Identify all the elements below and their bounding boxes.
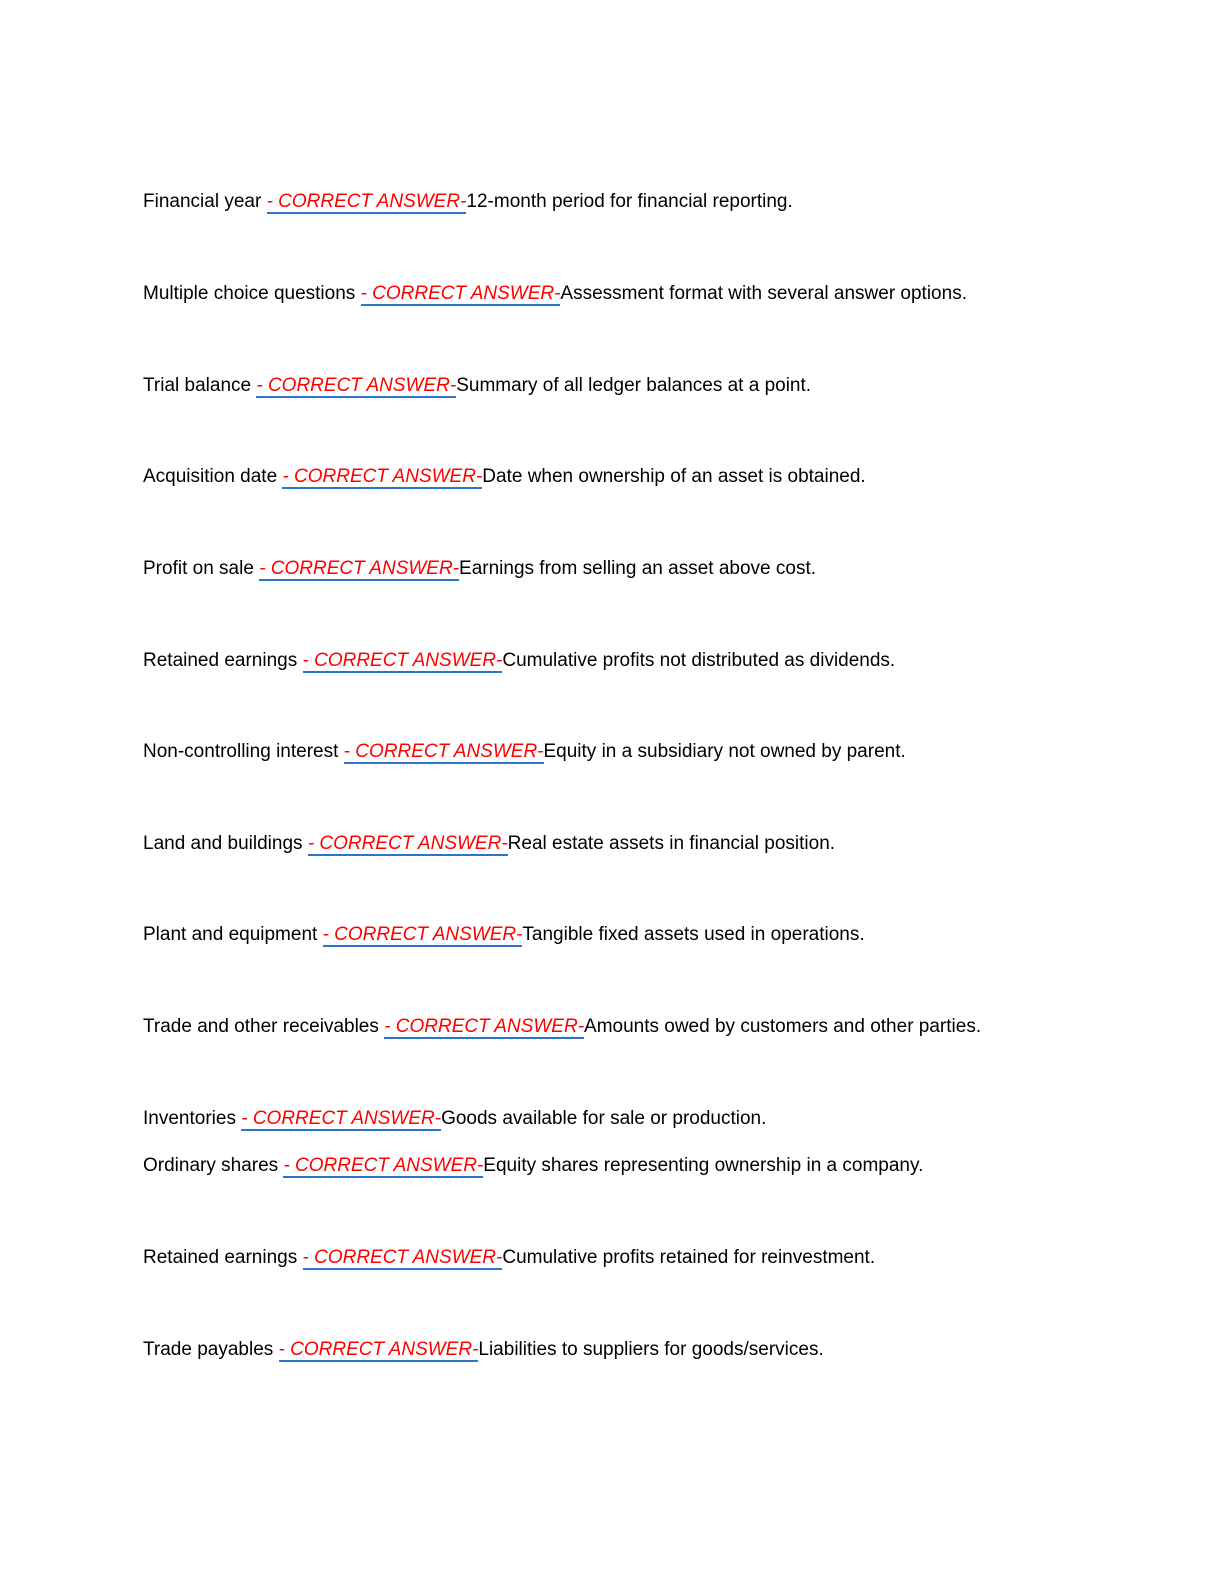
qa-entry-plant-and-equipment [143,923,1164,947]
qa-entry-acquisition-date [143,465,1164,489]
entry-term: Trial balance [143,375,252,396]
correct-answer-marker: - CORRECT ANSWER- [384,1016,585,1037]
entry-definition: Assessment format with several answer options. [560,283,967,304]
entry-definition: Goods available for sale or production. [441,1108,767,1129]
correct-answer-marker: - CORRECT ANSWER- [266,191,467,212]
entry-definition: 12-month period for financial reporting. [466,191,793,212]
qa-entry-profit-on-sale [143,557,1164,581]
correct-answer-marker: - CORRECT ANSWER- [307,833,508,854]
entry-term: Financial year [143,191,262,212]
correct-answer-marker: - CORRECT ANSWER- [241,1108,442,1129]
correct-answer-marker: - CORRECT ANSWER- [282,466,483,487]
entry-definition: Date when ownership of an asset is obtained. [482,466,866,487]
correct-answer-marker: - CORRECT ANSWER- [302,650,503,671]
entry-definition: Equity in a subsidiary not owned by parent. [543,741,906,762]
entry-definition: Cumulative profits not distributed as dividends. [502,650,896,671]
entry-definition: Liabilities to suppliers for goods/services. [478,1339,824,1360]
entry-definition: Cumulative profits retained for reinvestment. [502,1247,876,1268]
qa-entry-land-and-buildings [143,832,1164,856]
correct-answer-marker: - CORRECT ANSWER- [343,741,544,762]
correct-answer-marker: - CORRECT ANSWER- [278,1339,479,1360]
correct-answer-marker: - CORRECT ANSWER- [302,1247,503,1268]
qa-entry-trade-and-other-receivables [143,1015,1164,1039]
qa-entry-inventories [143,1107,1164,1131]
qa-entry-trial-balance [143,374,1164,398]
entry-term: Trade and other receivables [143,1016,379,1037]
entry-term: Land and buildings [143,833,303,854]
qa-entry-non-controlling-interest [143,740,1164,764]
entry-definition: Amounts owed by customers and other parties. [584,1016,982,1037]
correct-answer-marker: - CORRECT ANSWER- [322,924,523,945]
entry-term: Plant and equipment [143,924,318,945]
entry-definition: Real estate assets in financial position. [507,833,836,854]
qa-entry-retained-earnings [143,649,1164,673]
entry-term: Trade payables [143,1339,274,1360]
entry-term: Profit on sale [143,558,254,579]
correct-answer-marker: - CORRECT ANSWER- [256,375,457,396]
entry-term: Non-controlling interest [143,741,339,762]
entry-term: Retained earnings [143,1247,298,1268]
entry-term: Acquisition date [143,466,278,487]
qa-entry-multiple-choice-questions [143,282,1164,306]
entry-term: Retained earnings [143,650,298,671]
qa-entry-retained-earnings-2 [143,1246,1164,1270]
correct-answer-marker: - CORRECT ANSWER- [283,1155,484,1176]
entry-definition: Tangible fixed assets used in operations. [522,924,865,945]
correct-answer-marker: - CORRECT ANSWER- [259,558,460,579]
correct-answer-marker: - CORRECT ANSWER- [360,283,561,304]
entry-definition: Equity shares representing ownership in a company. [483,1155,924,1176]
qa-entry-ordinary-shares [143,1154,1164,1178]
entry-term: Ordinary shares [143,1155,279,1176]
qa-entry-financial-year [143,190,1164,214]
qa-entry-trade-payables [143,1338,1164,1362]
entry-term: Multiple choice questions [143,283,356,304]
entry-term: Inventories [143,1108,236,1129]
entry-definition: Earnings from selling an asset above cost. [459,558,816,579]
entry-definition: Summary of all ledger balances at a point. [456,375,812,396]
